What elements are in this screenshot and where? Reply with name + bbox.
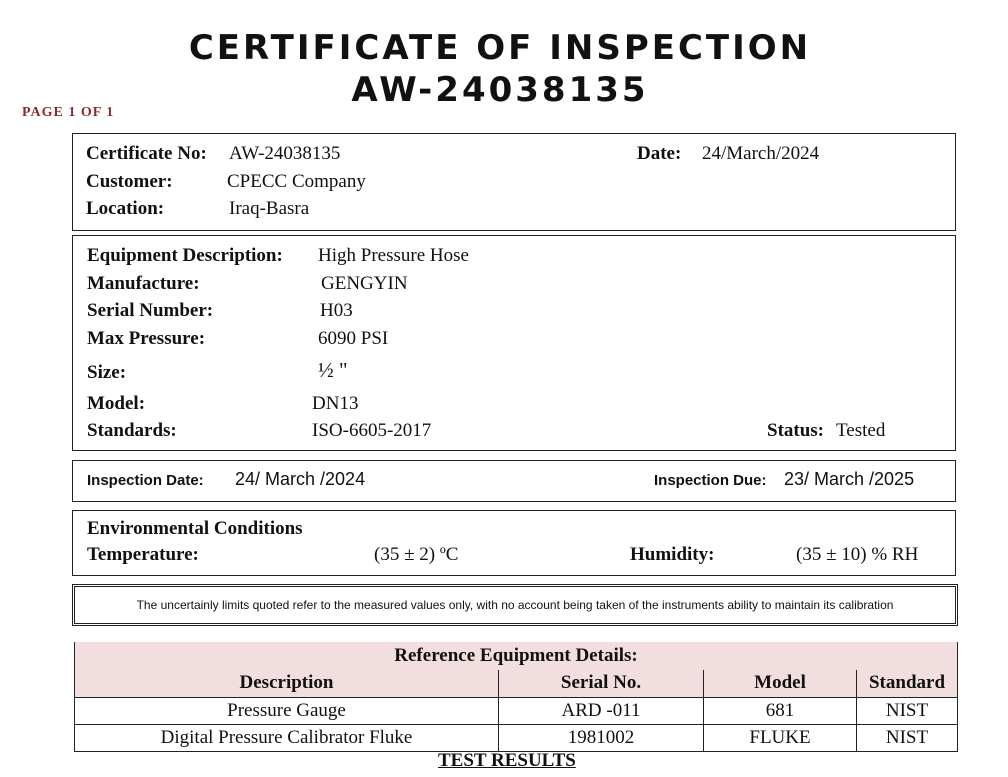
row-model: FLUKE bbox=[704, 724, 857, 751]
standards-value: ISO-6605-2017 bbox=[312, 420, 432, 441]
standards-label: Standards: bbox=[87, 420, 177, 441]
model-label: Model: bbox=[87, 393, 146, 414]
cert-no-value: AW-24038135 bbox=[229, 143, 341, 164]
inspection-due-label: Inspection Due: bbox=[654, 472, 767, 489]
reference-equipment-table bbox=[74, 642, 958, 752]
size-value: ½ " bbox=[318, 358, 348, 382]
humidity-value: (35 ± 10) % RH bbox=[796, 544, 919, 565]
customer-label: Customer: bbox=[86, 171, 173, 192]
location-value: Iraq-Basra bbox=[229, 198, 310, 219]
cert-no-label: Certificate No: bbox=[86, 143, 207, 164]
model-value: DN13 bbox=[312, 393, 359, 414]
col-model-header: Model bbox=[704, 670, 857, 697]
equipment-description-label: Equipment Description: bbox=[87, 245, 283, 266]
certificate-number-title: AW-24038135 bbox=[351, 70, 649, 110]
col-serial-header: Serial No. bbox=[499, 670, 704, 697]
reference-heading-row bbox=[75, 642, 958, 670]
uncertainty-note: The uncertainly limits quoted refer to the measured values only, with no account being taken of the instruments ability to maintain its calibration bbox=[72, 584, 958, 626]
environment-heading: Environmental Conditions bbox=[87, 518, 303, 539]
size-label: Size: bbox=[87, 362, 127, 383]
temperature-label: Temperature: bbox=[87, 544, 199, 565]
date-value: 24/March/2024 bbox=[702, 143, 820, 164]
manufacture-label: Manufacture: bbox=[87, 273, 200, 294]
customer-value: CPECC Company bbox=[227, 171, 366, 192]
col-description-header: Description bbox=[75, 670, 499, 697]
reference-column-headers bbox=[75, 670, 958, 697]
certificate-title: CERTIFICATE OF INSPECTION bbox=[188, 28, 812, 68]
date-label: Date: bbox=[637, 143, 682, 164]
manufacture-value: GENGYIN bbox=[321, 273, 408, 294]
humidity-label: Humidity: bbox=[630, 544, 715, 565]
row-model: 681 bbox=[704, 697, 857, 724]
row-description: Digital Pressure Calibrator Fluke bbox=[75, 724, 499, 751]
inspection-date-value: 24/ March /2024 bbox=[235, 469, 366, 489]
status-value: Tested bbox=[836, 420, 886, 441]
serial-number-value: H03 bbox=[320, 300, 353, 321]
equipment-description-value: High Pressure Hose bbox=[318, 245, 469, 266]
row-standard: NIST bbox=[857, 697, 958, 724]
status-label: Status: bbox=[767, 420, 825, 441]
table-row bbox=[75, 724, 958, 751]
page-indicator: PAGE 1 OF 1 bbox=[22, 105, 115, 120]
inspection-date-label: Inspection Date: bbox=[87, 472, 204, 489]
reference-heading: Reference Equipment Details: bbox=[75, 642, 958, 670]
row-description: Pressure Gauge bbox=[75, 697, 499, 724]
temperature-value: (35 ± 2) ºC bbox=[374, 544, 459, 565]
col-standard-header: Standard bbox=[857, 670, 958, 697]
serial-number-label: Serial Number: bbox=[87, 300, 214, 321]
max-pressure-value: 6090 PSI bbox=[318, 328, 389, 349]
row-standard: NIST bbox=[857, 724, 958, 751]
inspection-due-value: 23/ March /2025 bbox=[784, 469, 915, 489]
row-serial: 1981002 bbox=[499, 724, 704, 751]
test-results-heading: TEST RESULTS bbox=[438, 750, 576, 771]
row-serial: ARD -011 bbox=[499, 697, 704, 724]
location-label: Location: bbox=[86, 198, 165, 219]
table-row bbox=[75, 697, 958, 724]
max-pressure-label: Max Pressure: bbox=[87, 328, 206, 349]
